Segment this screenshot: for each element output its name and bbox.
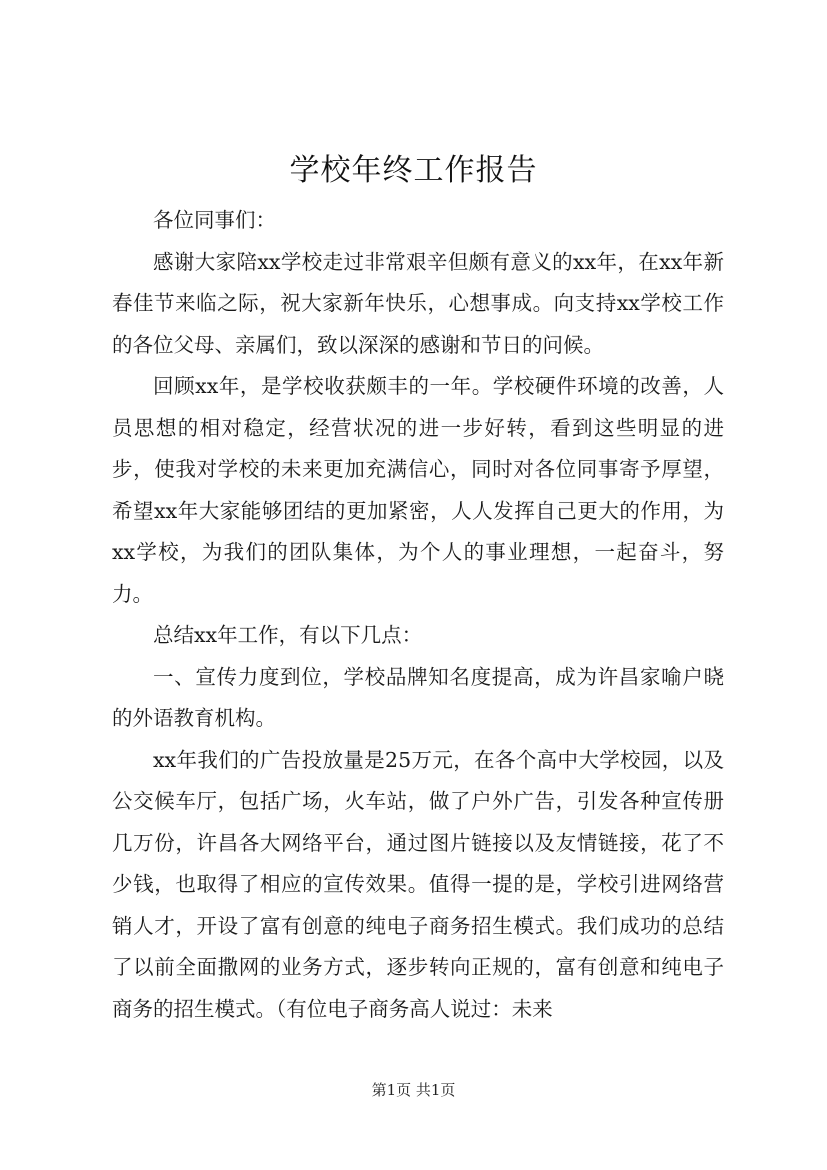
paragraph-point-one: 一、宣传力度到位，学校品牌知名度提高，成为许昌家喻户晓的外语教育机构。 (112, 664, 724, 730)
document-title: 学校年终工作报告 (289, 153, 538, 188)
paragraph-review: 回顾xx年，是学校收获颇丰的一年。学校硬件环境的改善，人员思想的相对稳定，经营状况的进一步好转，看到这些明显的进步，使我对学校的未来更加充满信心，同时对各位同事寄予厚望，希望xx年大家能够团结的更加紧密，人人发挥自己更大的作用，为xx学校，为我们的团队集体，为个人的事业理想，一起奋斗，努力。 (112, 374, 724, 606)
paragraph-greeting: 各位同事们： (153, 208, 276, 232)
paragraph-summary-intro: 总结xx年工作，有以下几点： (153, 623, 423, 647)
document-body (112, 200, 724, 1030)
page-footer: 第1页 共1页 (371, 1081, 456, 1099)
paragraph-advertising: xx年我们的广告投放量是25万元，在各个高中大学校园，以及公交候车厅，包括广场，火车站，做了户外广告，引发各种宣传册几万份，许昌各大网络平台，通过图片链接以及友情链接，花了不少钱，也取得了相应的宣传效果。值得一提的是，学校引进网络营销人才，开设了富有创意的纯电子商务招生模式。我们成功的总结了以前全面撒网的业务方式，逐步转向正规的，富有创意和纯电子商务的招生模式。（有位电子商务高人说过：未来 (112, 747, 724, 1021)
paragraph-thanks: 感谢大家陪xx学校走过非常艰辛但颇有意义的xx年，在xx年新春佳节来临之际，祝大家新年快乐，心想事成。向支持xx学校工作的各位父母、亲属们，致以深深的感谢和节日的问候。 (112, 249, 724, 357)
